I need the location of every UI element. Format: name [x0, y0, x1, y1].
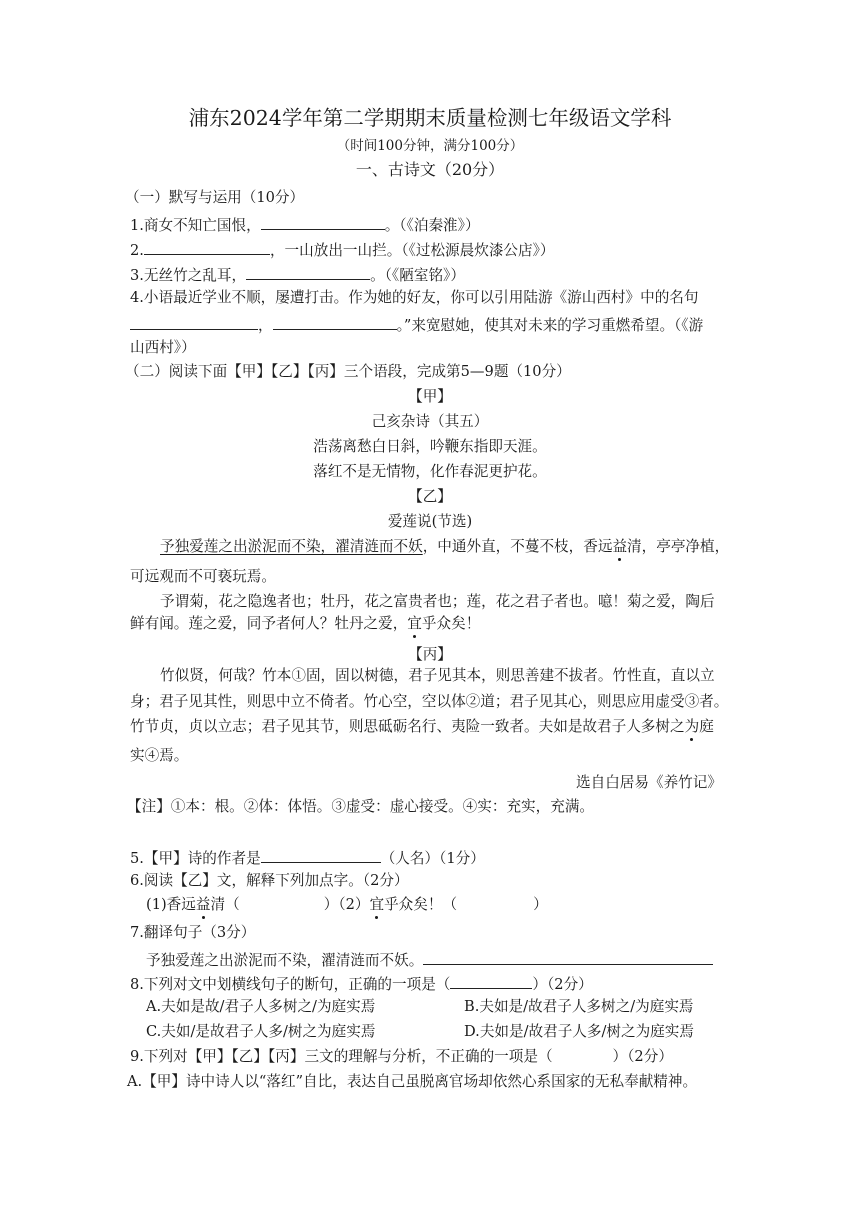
question-4-line2 — [130, 313, 703, 336]
yi-p2-b: 乎众矣！ — [421, 615, 481, 632]
dotted-char-yi: 益 — [612, 538, 628, 555]
bing-l3-a: 竹节贞，贞以立志；君子见其节，则思砥砺名行、夷险一致者。夫如是故君子人多树之 — [130, 718, 685, 735]
question-2 — [130, 238, 555, 261]
q6b-post: 乎众矣！（ — [384, 896, 458, 913]
bing-line-4: 实④焉。 — [130, 747, 189, 764]
bing-line-1: 竹似贤，何哉？竹本①固，固以树德，君子见其本，则思善建不拔者。竹性直，直以立 — [160, 667, 715, 684]
question-9 — [130, 1047, 673, 1067]
q6a-pre: (1)香远 — [146, 896, 196, 913]
q7-sentence: 予独爱莲之出淤泥而不染，濯清涟而不妖。 — [146, 952, 424, 969]
yi-tag: 【乙】 — [408, 488, 452, 505]
q6a-post: 清（ — [210, 896, 240, 913]
q3-prefix: 3.无丝竹之乱耳， — [130, 267, 247, 284]
q8-option-c[interactable]: C.夫如/是故君子人多/树之为庭实焉 — [146, 1023, 376, 1040]
exam-subtitle: （时间100分钟，满分100分） — [336, 138, 524, 154]
q5-suffix: （人名）（1分） — [380, 850, 485, 867]
q6b-close: ） — [533, 896, 548, 913]
question-6: 6.阅读【乙】文，解释下列加点字。（2分） — [130, 872, 409, 889]
q5-answer-blank[interactable] — [261, 846, 381, 863]
bing-source: 选自白居易《养竹记》 — [576, 774, 722, 791]
yi-title: 爱莲说(节选) — [387, 513, 473, 530]
q1-suffix: 。（《泊秦淮》） — [384, 217, 480, 234]
jia-poem-title: 己亥杂诗（其五） — [371, 413, 489, 430]
question-7-sentence — [146, 948, 713, 971]
q9-option-a[interactable]: A.【甲】诗中诗人以“落红”自比，表达自己虽脱离官场却依然心系国家的无私奉献精神。 — [127, 1073, 698, 1090]
q4-mid: ， — [258, 317, 273, 334]
page-title: 浦东2024学年第二学期期末质量检测七年级语文学科 — [188, 106, 672, 130]
q7-answer-blank[interactable] — [423, 948, 713, 965]
yi-p2-a: 鲜有闻。莲之爱，同予者何人？牡丹之爱， — [130, 615, 408, 632]
jia-poem-line-1: 浩荡离愁白日斜，吟鞭东指即天涯。 — [313, 438, 547, 455]
yi-para2-line2 — [130, 614, 480, 634]
question-8 — [130, 972, 593, 995]
q2-suffix: ，一山放出一山拦。（《过松源晨炊漆公店》） — [269, 242, 555, 259]
q8-option-b[interactable]: B.夫如是/故君子人多树之/为庭实焉 — [464, 998, 694, 1015]
q3-answer-blank[interactable] — [246, 263, 370, 280]
question-5 — [130, 846, 485, 869]
q5-prefix: 5.【甲】诗的作者是 — [130, 850, 261, 867]
q4-answer-blank-1[interactable] — [130, 313, 258, 330]
q9-suffix: ）（2分） — [612, 1048, 673, 1065]
section-heading: 一、古诗文（20分） — [355, 160, 505, 179]
yi-p1-b: 清，亭亭净植， — [627, 538, 730, 555]
question-6-items — [146, 895, 548, 915]
dotted-char-yi2: 宜 — [407, 615, 422, 632]
question-3 — [130, 263, 465, 286]
q2-answer-blank[interactable] — [144, 238, 270, 255]
dotted-char-q6b: 宜 — [369, 896, 385, 913]
annotation-note: 【注】①本：根。②体：体悟。③虚受：虚心接受。④实：充实，充满。 — [127, 798, 595, 815]
question-4-line3: 山西村》） — [130, 339, 196, 356]
jia-poem-line-2: 落红不是无情物，化作春泥更护花。 — [313, 463, 547, 480]
dotted-char-q6a: 益 — [195, 896, 211, 913]
yi-para1-line1 — [160, 537, 729, 557]
part1-heading: （一）默写与运用（10分） — [125, 189, 305, 206]
q8-suffix: ）（2分） — [532, 976, 593, 993]
q8-option-d[interactable]: D.夫如是/故君子人多/树之为庭实焉 — [464, 1023, 694, 1040]
yi-p1-a: ，中通外直，不蔓不枝，香远 — [422, 538, 613, 555]
q9-prefix: 9.下列对【甲】【乙】【丙】三文的理解与分析，不正确的一项是（ — [130, 1048, 553, 1065]
q8-prefix: 8.下列对文中划横线句子的断句，正确的一项是（ — [130, 976, 451, 993]
underlined-sentence: 予独爱莲之出淤泥而不染，濯清涟而不妖 — [160, 538, 423, 555]
bing-line-3 — [130, 717, 714, 737]
q6a-close: ）（2） — [323, 896, 370, 913]
q8-option-a[interactable]: A.夫如是故/君子人多树之/为庭实焉 — [146, 998, 376, 1015]
q8-answer-blank[interactable] — [450, 972, 532, 989]
bing-l3-b: 庭 — [699, 718, 714, 735]
part2-heading: （二）阅读下面【甲】【乙】【丙】三个语段，完成第5—9题（10分） — [125, 363, 571, 380]
bing-tag: 【丙】 — [408, 646, 452, 663]
q1-answer-blank[interactable] — [261, 213, 385, 230]
bing-line-2: 身；君子见其性，则思中立不倚者。竹心空，空以体②道；君子见其心，则思应用虚受③者。 — [130, 693, 729, 710]
question-1 — [130, 213, 480, 236]
yi-para2-line1: 予谓菊，花之隐逸者也；牡丹，花之富贵者也；莲，花之君子者也。噫！菊之爱，陶后 — [160, 593, 715, 610]
q4-suffix: 。”来宽慰她，使其对未来的学习重燃希望。（《游 — [396, 317, 704, 334]
q3-suffix: 。（《陋室铭》） — [370, 267, 465, 284]
question-7: 7.翻译句子（3分） — [130, 924, 256, 941]
q4-answer-blank-2[interactable] — [273, 313, 397, 330]
yi-para1-line2: 可远观而不可亵玩焉。 — [130, 568, 276, 585]
q1-prefix: 1.商女不知亡国恨， — [130, 217, 261, 234]
jia-tag: 【甲】 — [408, 388, 452, 405]
dotted-char-wei: 为 — [684, 718, 700, 735]
q2-prefix: 2. — [130, 242, 144, 259]
question-4-line1: 4.小语最近学业不顺，屡遭打击。作为她的好友，你可以引用陆游《游山西村》中的名句 — [130, 289, 699, 306]
